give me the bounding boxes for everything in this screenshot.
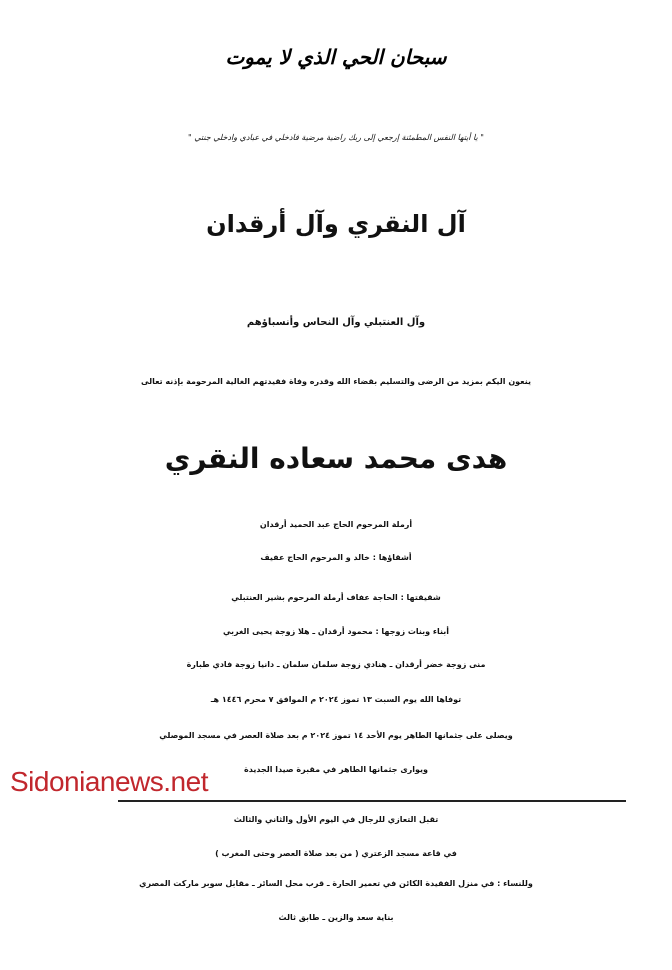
relative-line: أشقاؤها : خالد و المرحوم الحاج عفيف <box>260 553 412 562</box>
header-calligraphy: سبحان الحي الذي لا يموت <box>225 45 447 69</box>
quran-verse: " يا أيتها النفس المطمئنة إرجعي إلى ربك راضية مرضية فادخلي في عبادي وادخلي جنتي " <box>188 133 484 142</box>
death-date: توفاها الله يوم السبت ١٣ تموز ٢٠٢٤ م الموافق ٧ محرم ١٤٤٦ هـ <box>210 695 462 704</box>
relative-line: أرملة المرحوم الحاج عبد الحميد أرقدان <box>259 520 413 529</box>
condolence-line: وللنساء : في منزل الفقيدة الكائن في تعمير الحارة ـ قرب محل السائر ـ مقابل سوبر ماركت المصري <box>139 879 533 888</box>
condolence-line: تقبل التعازي للرجال في اليوم الأول والثاني والثالث <box>233 815 439 824</box>
section-divider <box>118 800 626 802</box>
condolence-line: في قاعة مسجد الزعتري ( من بعد صلاة العصر وحتى المغرب ) <box>215 849 457 858</box>
families-line-1: آل النقري وآل أرقدان <box>206 210 466 238</box>
announcement-intro: ينعون اليكم بمزيد من الرضى والتسليم بقضاء الله وقدره وفاة فقيدتهم الغالية المرحومة بإذنه تعالى <box>141 377 531 386</box>
deceased-name: هدى محمد سعاده النقري <box>164 442 508 475</box>
relative-line: منى زوجة خضر أرقدان ـ هنادي زوجة سلمان سلمان ـ دانيا زوجة فادي طبارة <box>186 660 486 669</box>
site-watermark: Sidonianews.net <box>10 766 208 797</box>
families-line-2: وآل العنتبلي وآل النحاس وأنسباؤهم <box>246 317 426 328</box>
relative-line: أبناء وبنات زوجها : محمود أرقدان ـ هلا زوجة يحيى الغربي <box>222 627 450 636</box>
funeral-prayer: ويصلى على جثمانها الطاهر يوم الأحد ١٤ تموز ٢٠٢٤ م بعد صلاة العصر في مسجد الموصلي <box>159 731 513 740</box>
relative-line: شقيقتها : الحاجة عفاف أرملة المرحوم بشير العنتبلي <box>231 593 441 602</box>
condolence-line: بناية سعد والزين ـ طابق ثالث <box>278 913 394 922</box>
burial-info: ويوارى جثمانها الطاهر في مقبرة صيدا الجديدة <box>244 765 428 774</box>
